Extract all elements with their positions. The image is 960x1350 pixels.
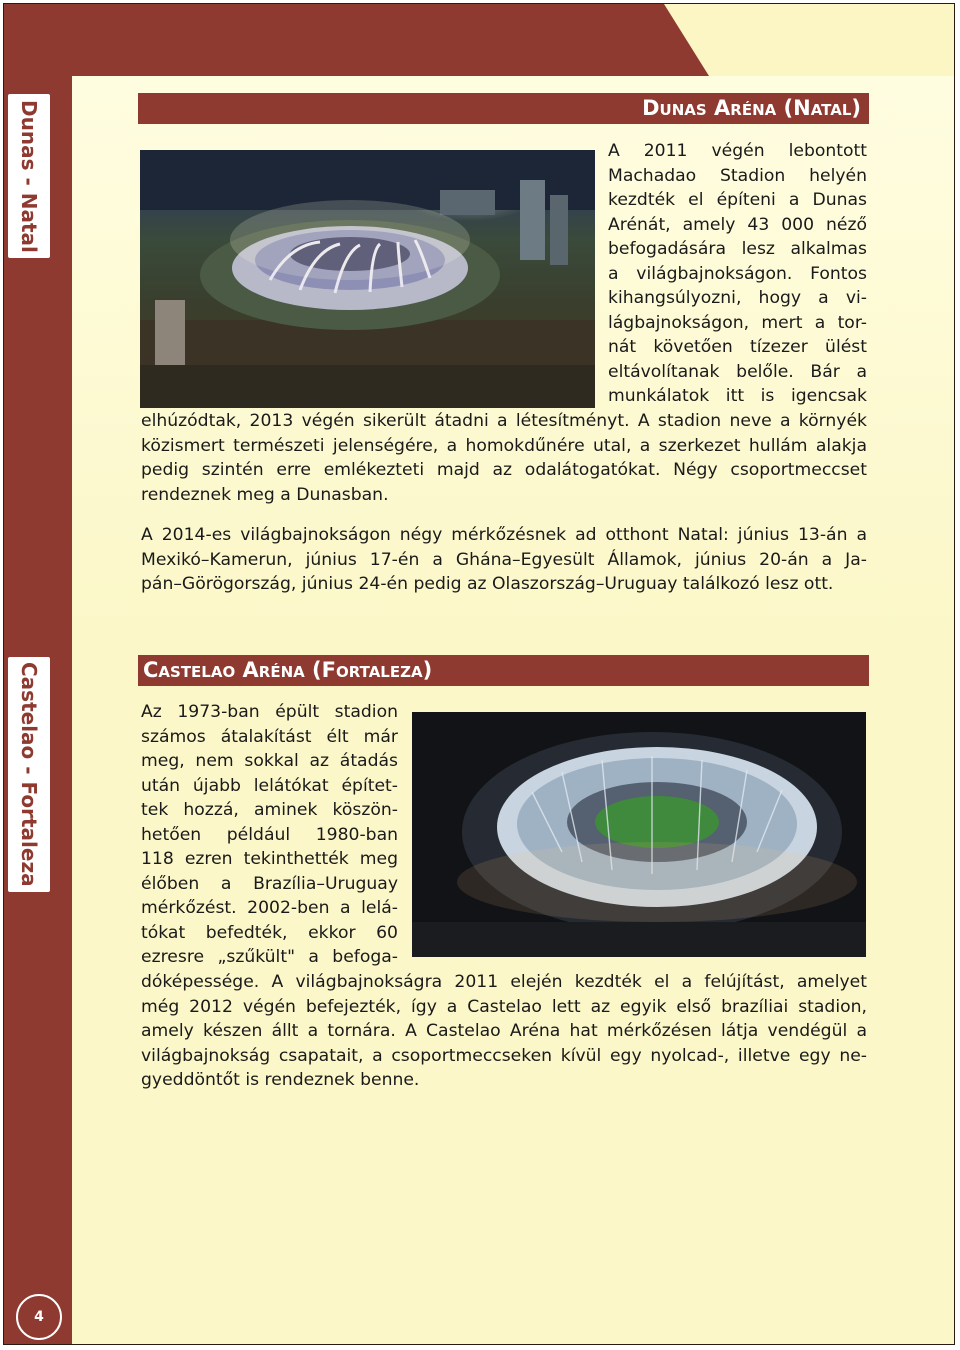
natal-line: Machadao Stadion helyén bbox=[608, 165, 867, 186]
natal-line: közismert természeti jelenségére, a homokdűnére utal, a szerkezet hullám alakja bbox=[141, 435, 867, 456]
fortaleza-line: tek hozzá, aminek köszön- bbox=[141, 800, 398, 820]
fortaleza-line: Az 1973-ban épült stadion bbox=[141, 702, 398, 722]
natal-line: a világbajnokságon. Fontos bbox=[608, 263, 867, 284]
natal-line: pán–Görögország, június 24-én pedig az Olaszország–Uruguay találkozó lesz ott. bbox=[141, 574, 834, 594]
natal-line: eltávolítanak belőle. Bár a bbox=[608, 361, 867, 382]
natal-line: lágbajnokságon, mert a tor- bbox=[608, 312, 867, 333]
side-tab-fortaleza[interactable] bbox=[8, 657, 50, 892]
page-number: 4 bbox=[16, 1294, 62, 1340]
natal-line: nát követően tízezer ülést bbox=[608, 337, 867, 357]
fortaleza-line: meg, nem sokkal az átadás bbox=[141, 751, 398, 771]
fortaleza-text-wrap bbox=[141, 700, 398, 970]
natal-line: Mexikó–Kamerun, június 17-én a Ghána–Egyesült Államok, június 20-án a Ja- bbox=[141, 549, 867, 570]
section-title-natal: Dunas Aréna (Natal) bbox=[138, 93, 869, 124]
fortaleza-line: világbajnokság csapatait, a csoportmeccseken kívül egy nyolcad-, illetve egy ne- bbox=[141, 1045, 867, 1066]
fortaleza-line: gyeddöntőt is rendeznek benne. bbox=[141, 1070, 420, 1090]
fortaleza-line: 118 ezren tekinthették meg bbox=[141, 849, 398, 869]
fortaleza-line: tókat befedték, ekkor 60 bbox=[141, 922, 398, 943]
natal-line: kezdték el építeni a Dunas bbox=[608, 190, 867, 210]
fortaleza-line: dóképessége. A világbajnokságra 2011 elején kezdték el a felújítást, amelyet bbox=[141, 972, 867, 992]
side-tab-fortaleza-label: Castelao - Fortaleza bbox=[17, 662, 41, 887]
side-tab-natal-label: Dunas - Natal bbox=[17, 99, 41, 253]
natal-line: rendeznek meg a Dunasban. bbox=[141, 484, 389, 505]
fortaleza-stadium-illustration bbox=[412, 712, 866, 957]
natal-line: elhúzódtak, 2013 végén sikerült átadni a létesítményt. A stadion neve a környék bbox=[141, 411, 867, 431]
fortaleza-stadium-photo bbox=[412, 712, 866, 957]
natal-line: kihangsúlyozni, hogy a vi- bbox=[608, 288, 867, 308]
side-tab-natal[interactable] bbox=[8, 94, 50, 258]
fortaleza-line: élőben a Brazília–Uruguay bbox=[141, 873, 398, 894]
section-title-fortaleza: Castelao Aréna (Fortaleza) bbox=[138, 655, 869, 686]
natal-line: munkálatok itt is igencsak bbox=[608, 386, 867, 406]
fortaleza-line: mérkőzést. 2002-ben a lelá- bbox=[141, 898, 398, 918]
fortaleza-line: hetően például 1980-ban bbox=[141, 824, 398, 845]
top-notch bbox=[664, 4, 955, 76]
natal-line: A 2011 végén lebontott bbox=[608, 141, 867, 161]
natal-stadium-photo bbox=[140, 150, 595, 408]
fortaleza-line: után újabb lelátókat építet- bbox=[141, 775, 398, 796]
natal-line: pedig szintén erre emlékezteti majd az odalátogatókat. Négy csoportmeccset bbox=[141, 460, 867, 480]
natal-line: befogadására lesz alkalmas bbox=[608, 239, 867, 259]
fortaleza-line: ezresre „szűkült" a befoga- bbox=[141, 947, 398, 967]
natal-line: A 2014-es világbajnokságon négy mérkőzésnek ad otthont Natal: június 13-án a bbox=[141, 525, 867, 545]
natal-text-full bbox=[141, 409, 867, 507]
natal-stadium-illustration bbox=[140, 150, 595, 408]
fortaleza-text-full bbox=[141, 970, 867, 1093]
natal-matches-paragraph bbox=[141, 523, 867, 597]
fortaleza-line: amely készen állt a tornára. A Castelao Aréna hat mérkőzésen látja vendégül a bbox=[141, 1021, 867, 1041]
fortaleza-line: számos átalakítást élt már bbox=[141, 726, 398, 747]
fortaleza-line: még 2012 végén befejezték, így a Castelao lett az egyik első brazíliai stadion, bbox=[141, 996, 867, 1017]
natal-line: Arénát, amely 43 000 néző bbox=[608, 214, 867, 235]
natal-text-wrap bbox=[608, 139, 867, 409]
